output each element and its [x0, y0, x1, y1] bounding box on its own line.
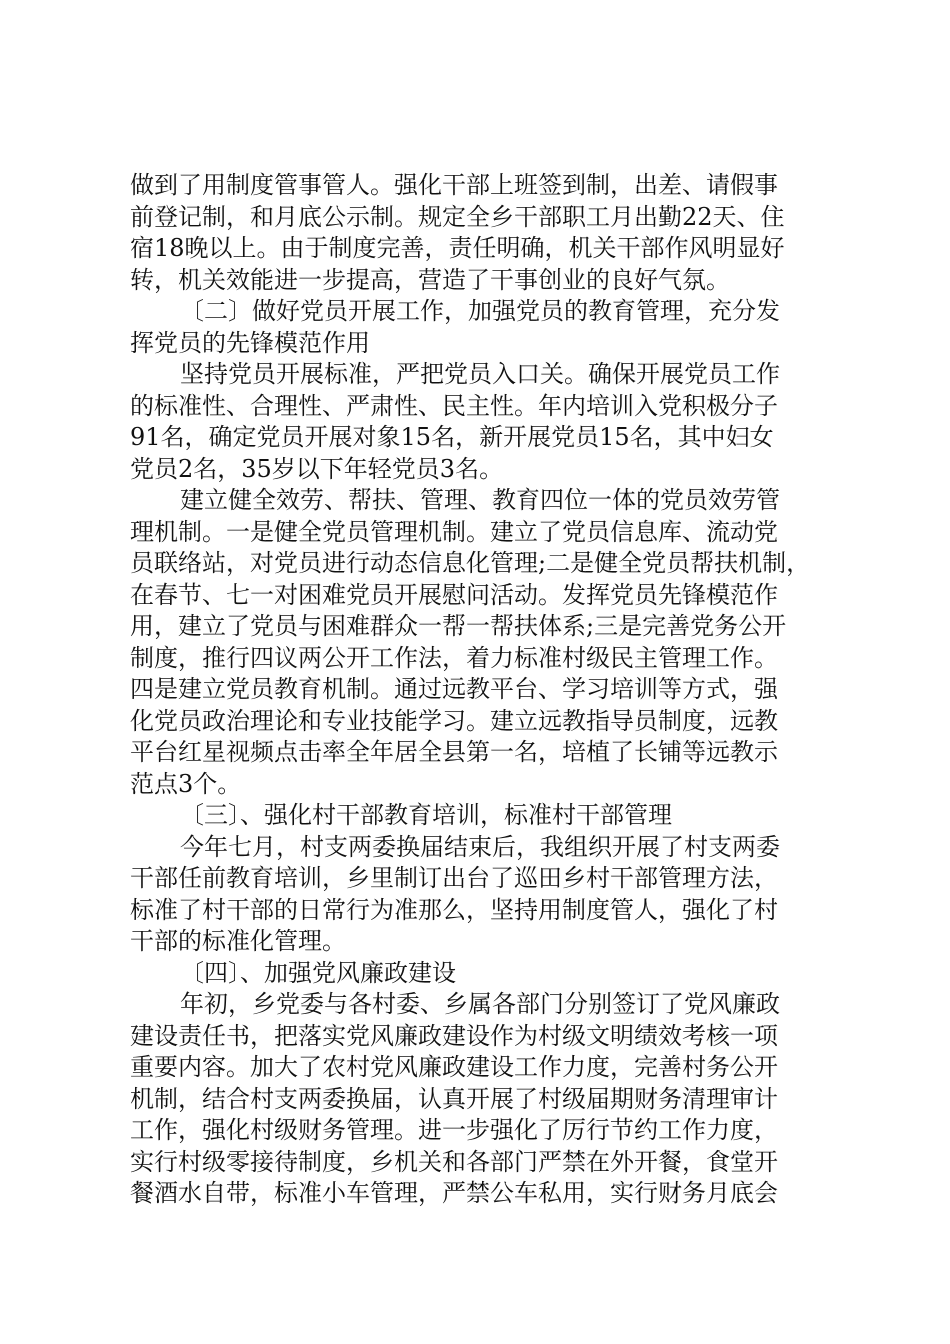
text-line: 实行村级零接待制度，乡机关和各部门严禁在外开餐，食堂开	[130, 1147, 778, 1176]
text-line: 挥党员的先锋模范作用	[130, 328, 370, 357]
text-line: 〔四〕、加强党风廉政建设	[180, 958, 456, 987]
document-body	[130, 170, 830, 1210]
text-line: 前登记制，和月底公示制。规定全乡干部职工月出勤22天、住	[130, 202, 785, 231]
text-line: 化党员政治理论和专业技能学习。建立远教指导员制度，远教	[130, 706, 778, 735]
text-line: 91名，确定党员开展对象15名，新开展党员15名，其中妇女	[130, 423, 774, 451]
text-line: 用，建立了党员与困难群众一帮一帮扶体系;三是完善党务公开	[130, 612, 787, 640]
text-line: 平台红星视频点击率全年居全县第一名，培植了长铺等远教示	[130, 738, 778, 766]
text-line: 重要内容。加大了农村党风廉政建设工作力度，完善村务公开	[130, 1053, 778, 1081]
text-line: 工作，强化村级财务管理。进一步强化了厉行节约工作力度，	[130, 1116, 778, 1144]
text-line: 今年七月，村支两委换届结束后，我组织开展了村支两委	[180, 832, 780, 861]
text-line: 干部任前教育培训，乡里制订出台了巡田乡村干部管理方法，	[130, 864, 778, 892]
text-line: 〔二〕做好党员开展工作，加强党员的教育管理，充分发	[180, 297, 780, 325]
text-line: 建立健全效劳、帮扶、管理、教育四位一体的党员效劳管	[180, 486, 780, 514]
text-line: 〔三〕、强化村干部教育培训，标准村干部管理	[180, 801, 672, 829]
text-line: 四是建立党员教育机制。通过远教平台、学习培训等方式，强	[130, 675, 778, 703]
text-line: 转，机关效能进一步提高，营造了干事创业的良好气氛。	[130, 265, 730, 294]
text-line: 机制，结合村支两委换届，认真开展了村级届期财务清理审计	[130, 1084, 778, 1113]
text-line: 在春节、七一对困难党员开展慰问活动。发挥党员先锋模范作	[130, 580, 778, 609]
text-line: 制度，推行四议两公开工作法，着力标准村级民主管理工作。	[130, 643, 778, 672]
text-line: 的标准性、合理性、严肃性、民主性。年内培训入党积极分子	[130, 391, 778, 420]
text-line: 理机制。一是健全党员管理机制。建立了党员信息库、流动党	[130, 517, 778, 546]
text-line: 员联络站，对党员进行动态信息化管理;二是健全党员帮扶机制，	[130, 549, 811, 577]
text-line: 标准了村干部的日常行为准那么，坚持用制度管人，强化了村	[130, 895, 778, 924]
text-line: 宿18晚以上。由于制度完善，责任明确，机关干部作风明显好	[130, 234, 785, 262]
text-line: 年初，乡党委与各村委、乡属各部门分别签订了党风廉政	[180, 990, 780, 1018]
text-line: 干部的标准化管理。	[130, 927, 346, 955]
text-line: 餐酒水自带，标准小车管理，严禁公车私用，实行财务月底会	[130, 1179, 778, 1207]
text-line: 做到了用制度管事管人。强化干部上班签到制，出差、请假事	[130, 171, 778, 199]
text-line: 建设责任书，把落实党风廉政建设作为村级文明绩效考核一项	[130, 1021, 778, 1050]
text-line: 范点3个。	[130, 769, 242, 798]
text-line: 坚持党员开展标准，严把党员入口关。确保开展党员工作	[180, 360, 780, 388]
text-line: 党员2名，35岁以下年轻党员3名。	[130, 454, 504, 483]
